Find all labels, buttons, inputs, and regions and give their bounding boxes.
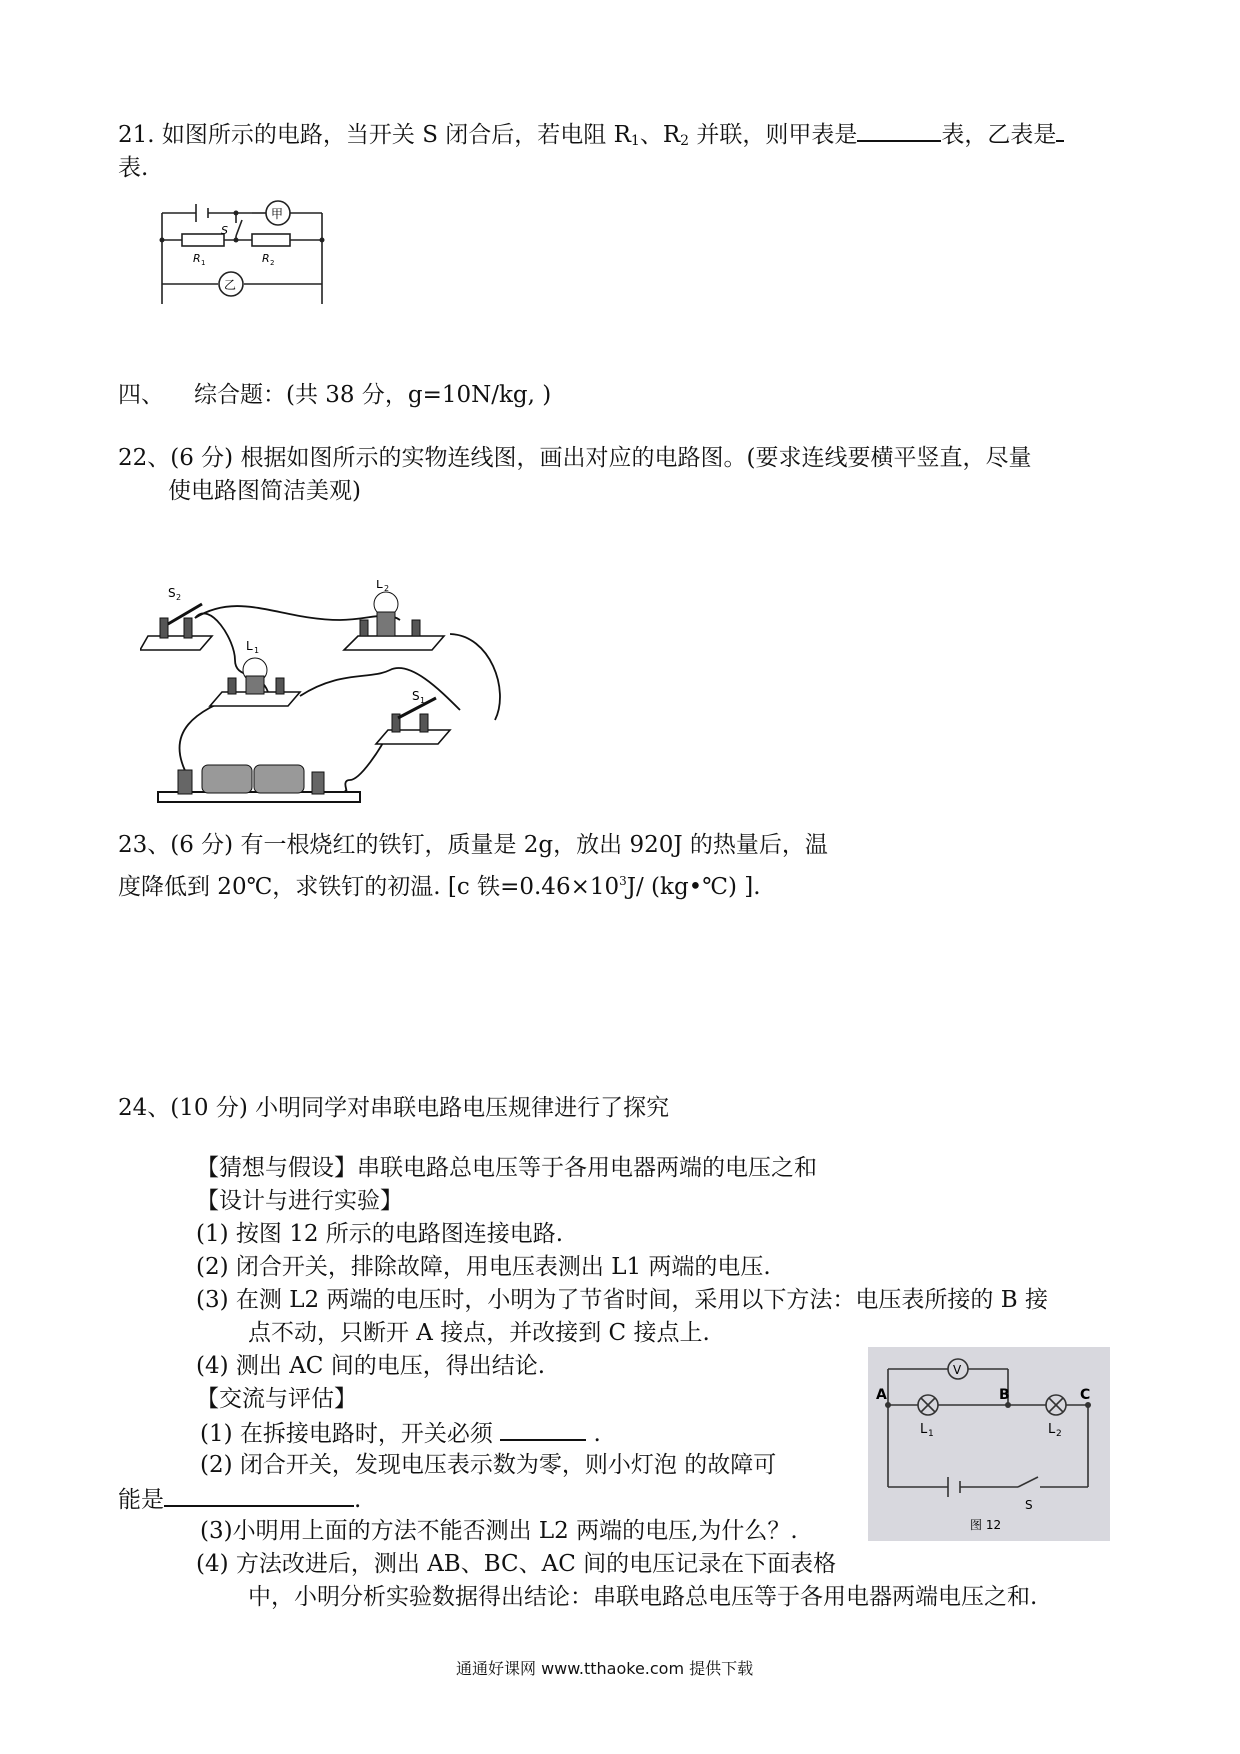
fig12-label-l1-sub: 1 <box>928 1429 934 1439</box>
q24-eval-2-line2: 能是 . <box>118 1483 361 1515</box>
fig12-label-l1: L <box>920 1422 928 1437</box>
q21-meter-jia: 甲 <box>271 207 284 221</box>
q21-label-r1: R <box>193 252 201 265</box>
q22-label-s2: S <box>168 586 176 600</box>
q23-line1: 23、(6 分) 有一根烧红的铁钉，质量是 2g，放出 920J 的热量后，温 <box>118 832 828 858</box>
q24-eval-3: (3)小明用上面的方法不能否测出 L2 两端的电压,为什么？. <box>200 1518 798 1544</box>
fig12-label-l2-sub: 2 <box>1056 1429 1062 1439</box>
q22-label-l1-sub: 1 <box>254 646 260 655</box>
fig12-label-c: C <box>1080 1387 1091 1403</box>
q22-label-s1: S <box>412 689 420 703</box>
q21-label-r2: R <box>262 252 270 265</box>
q24-step3-line1: (3) 在测 L2 两端的电压时，小明为了节省时间，采用以下方法：电压表所接的 B 接 <box>196 1287 1048 1313</box>
q24-eval-2-line1: (2) 闭合开关，发现电压表示数为零，则小灯泡 的故障可 <box>200 1452 777 1478</box>
q24-blank-1[interactable] <box>500 1417 586 1441</box>
fig12-label-b: B <box>999 1387 1010 1403</box>
q21-label-r1-sub: 1 <box>201 259 206 267</box>
section4-number: 四、 <box>118 382 164 408</box>
q24-step2: (2) 闭合开关，排除故障，用电压表测出 L1 两端的电压. <box>196 1254 771 1280</box>
q23-line2: 度降低到 20℃，求铁钉的初温. [c 铁$=0.46\times 10^3J/$ (kg•℃) ]. <box>118 874 761 900</box>
q24-eval-1: (1) 在拆接电路时，开关必须 . <box>200 1417 601 1449</box>
q21-label-r2-sub: 2 <box>270 259 275 267</box>
q21-circuit-figure <box>150 190 360 334</box>
q24-eval-4-line1: (4) 方法改进后，测出 AB、BC、AC 间的电压记录在下面表格 <box>196 1551 837 1577</box>
fig12-label-v: V <box>953 1363 962 1377</box>
q22-physical-circuit-figure <box>140 580 520 814</box>
q21-blank-jia[interactable] <box>857 118 941 142</box>
q24-title: 24、(10 分) 小明同学对串联电路电压规律进行了探究 <box>118 1095 670 1121</box>
q22-label-l2-sub: 2 <box>384 584 390 593</box>
page-footer: 通通好课网 www.tthaoke.com 提供下载 <box>456 1659 754 1678</box>
fig12-label-s: S <box>1025 1498 1033 1512</box>
q24-eval-4-line2: 中，小明分析实验数据得出结论：串联电路总电压等于各用电器两端电压之和. <box>248 1584 1038 1610</box>
q24-blank-2[interactable] <box>164 1483 354 1507</box>
fig12-label-a: A <box>876 1387 887 1403</box>
q22-label-l1: L <box>246 639 253 653</box>
q22-label-s2-sub: 2 <box>176 593 182 602</box>
q21-line1: 21. 如图所示的电路，当开关 S 闭合后，若电阻 $R_1$、$R_2$ 并联，则甲表是 表，乙表是 <box>118 118 1064 156</box>
section4-title: 综合题：(共 38 分，g=10N/kg, ) <box>194 382 552 408</box>
q21-blank-yi[interactable] <box>1056 118 1064 142</box>
q24-figure-12 <box>868 1347 1110 1545</box>
q24-eval-title: 【交流与评估】 <box>196 1386 357 1412</box>
fig12-caption: 图 12 <box>970 1518 1002 1532</box>
q22-line1: 22、(6 分) 根据如图所示的实物连线图，画出对应的电路图。(要求连线要横平竖直，尽量 <box>118 445 1032 471</box>
q24-step3-line2: 点不动，只断开 A 接点，并改接到 C 接点上. <box>248 1320 710 1346</box>
fig12-label-l2: L <box>1048 1422 1056 1437</box>
q21-line2: 表. <box>118 155 149 181</box>
q22-label-l2: L <box>376 580 383 591</box>
q22-label-s1-sub: 1 <box>420 696 426 705</box>
q24-step4: (4) 测出 AC 间的电压，得出结论. <box>196 1353 546 1379</box>
q24-hypothesis: 【猜想与假设】串联电路总电压等于各用电器两端的电压之和 <box>196 1155 817 1181</box>
q22-line2: 使电路图简洁美观) <box>168 478 361 504</box>
q21-label-s: S <box>221 224 228 237</box>
q24-step1: (1) 按图 12 所示的电路图连接电路. <box>196 1221 564 1247</box>
q21-meter-yi: 乙 <box>224 278 237 292</box>
q24-design-title: 【设计与进行实验】 <box>196 1188 403 1214</box>
